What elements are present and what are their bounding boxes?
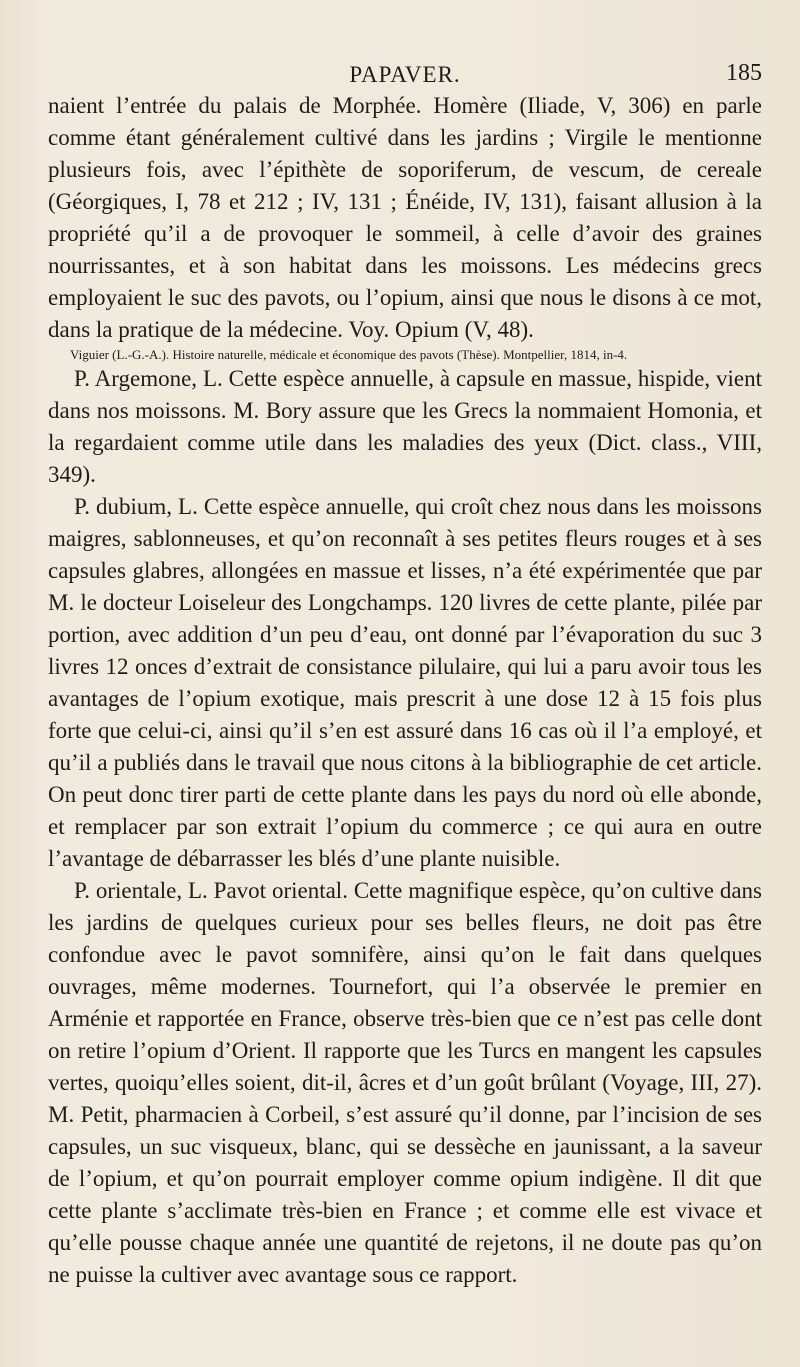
page-number: 185	[726, 60, 762, 86]
paragraph-morphee: naient l’entrée du palais de Morphée. Homère (Iliade, V, 306) en parle comme étant généralement cultivé dans les jardins ; Virgile le mentionne plusieurs fois, avec l’épithète de soporiferum, de vescum, de cereale (Géorgiques, I, 78 et 212 ; IV, 131 ; Énéide, IV, 131), faisant allusion à la propriété qu’il a de provoquer le sommeil, à celle d’avoir des graines nourrissantes, et à son habitat dans les moissons. Les médecins grecs employaient le suc des pavots, ou l’opium, ainsi que nous le disons à ce mot, dans la pratique de la médecine. Voy. Opium (V, 48).	[48, 93, 762, 342]
paragraph-dubium: P. dubium, L. Cette espèce annuelle, qui croît chez nous dans les moissons maigres, sablonneuses, et qu’on reconnaît à ses petites fleurs rouges et à ses capsules glabres, allongées en massue et lisses, n’a été expérimentée que par M. le docteur Loiseleur des Longchamps. 120 livres de cette plante, pilée par portion, avec addition d’un peu d’eau, ont donné par l’évaporation du suc 3 livres 12 onces d’extrait de consistance pilulaire, qui lui a paru avoir tous les avantages de l’opium exotique, mais prescrit à une dose 12 à 15 fois plus forte que celui-ci, ainsi qu’il s’en est assuré dans 16 cas où il l’a employé, et qu’il a publiés dans le travail que nous citons à la bibliographie de cet article. On peut donc tirer parti de cette plante dans les pays du nord où elle abonde, et remplacer par son extrait l’opium du commerce ; ce qui aura en outre l’avantage de débarrasser les blés d’une plante nuisible.	[48, 494, 762, 871]
paragraph-orientale: P. orientale, L. Pavot oriental. Cette magnifique espèce, qu’on cultive dans les jardins de quelques curieux pour ses belles fleurs, ne doit pas être confondue avec le pavot somnifère, ainsi qu’on le fait dans quelques ouvrages, même modernes. Tournefort, qui l’a observée le premier en Arménie et rapportée en France, observe très-bien que ce n’est pas celle dont on retire l’opium d’Orient. Il rapporte que les Turcs en mangent les capsules vertes, quoiqu’elles soient, dit-il, âcres et d’un goût brûlant (Voyage, III, 27). M. Petit, pharmacien à Corbeil, s’est assuré qu’il donne, par l’incision de ses capsules, un suc visqueux, blanc, qui se dessèche en jaunissant, a la saveur de l’opium, et qu’on pourrait employer comme opium indigène. Il dit que cette plante s’acclimate très-bien en France ; et comme elle est vivace et qu’elle pousse chaque année une quantité de rejetons, il ne doute pas qu’on ne puisse la cultiver avec avantage sous ce rapport.	[48, 878, 762, 1287]
page-header	[48, 0, 762, 90]
bibliography-entry: Viguier (L.-G.-A.). Histoire naturelle, médicale et économique des pavots (Thèse). Montpellier, 1814, in-4.	[70, 347, 628, 362]
paragraph-argemone: P. Argemone, L. Cette espèce annuelle, à capsule en massue, hispide, vient dans nos moissons. M. Bory assure que les Grecs la nommaient Homonia, et la regardaient comme utile dans les maladies des yeux (Dict. class., VIII, 349).	[48, 366, 762, 487]
running-head: PAPAVER.	[349, 62, 461, 87]
body-text	[48, 90, 762, 1291]
